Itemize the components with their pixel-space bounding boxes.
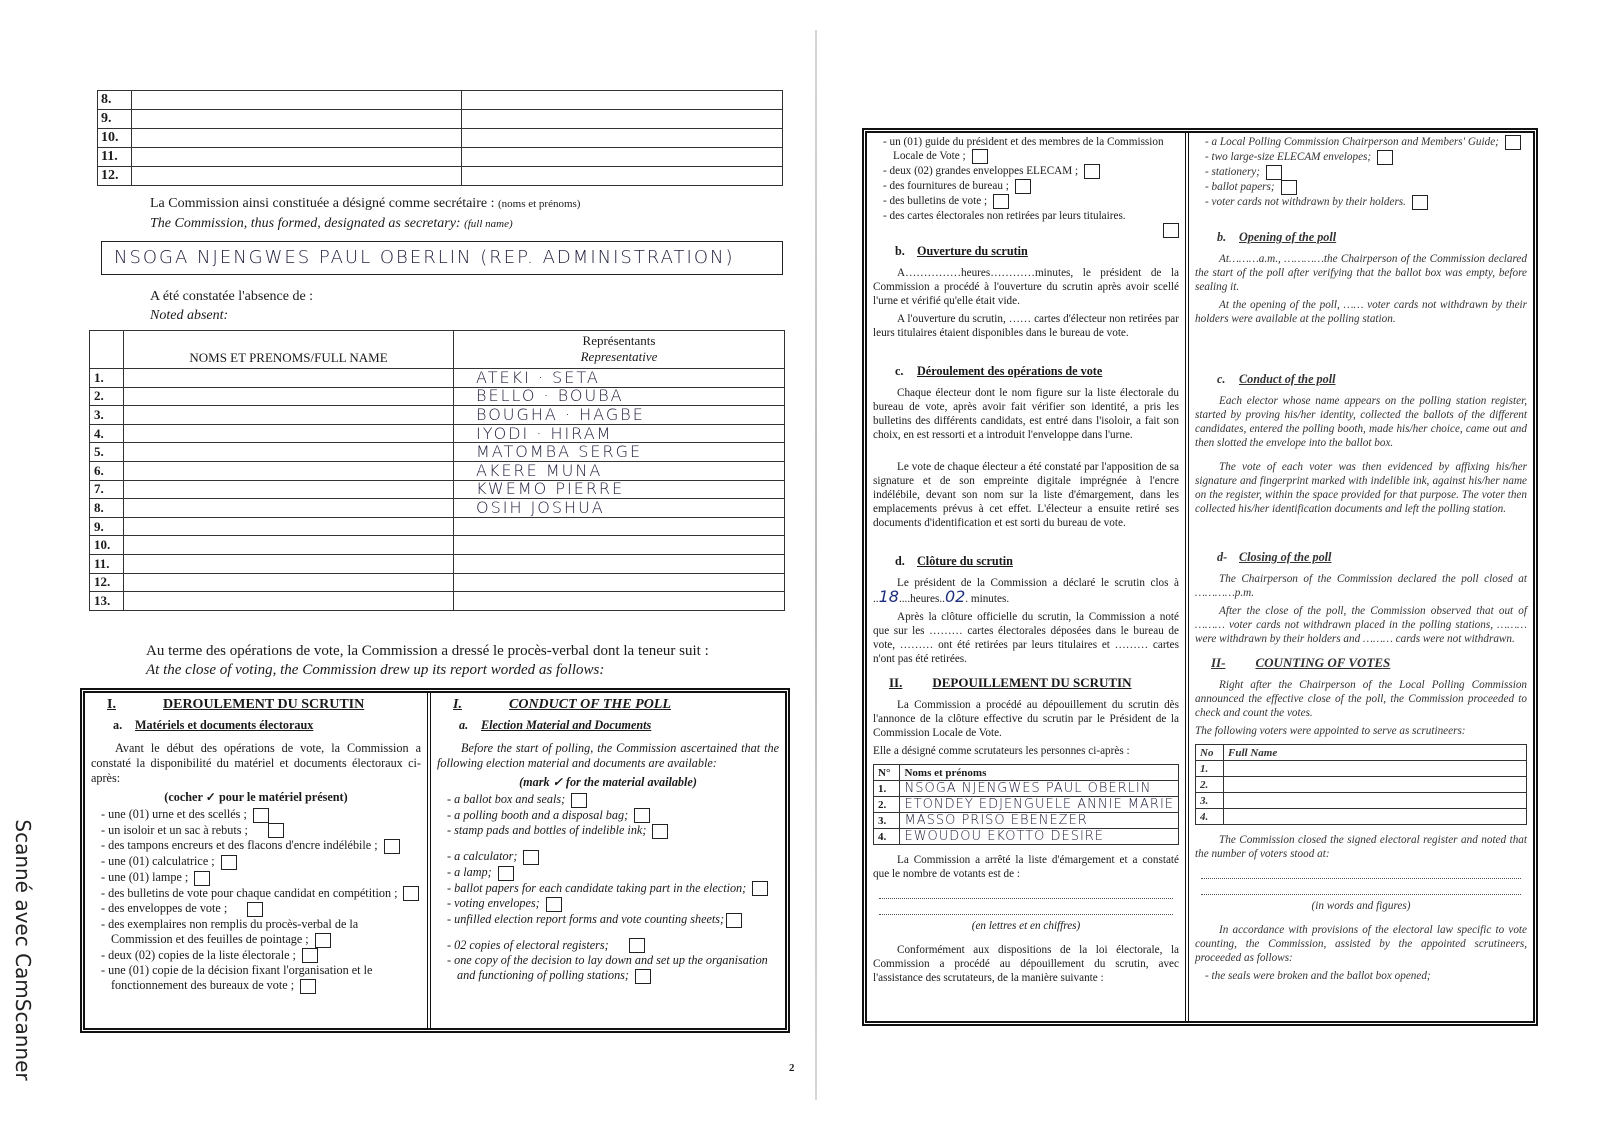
secretary-name-field[interactable]: NSOGA NJENGWES PAUL OBERLIN (REP. ADMINISTRATION) — [101, 241, 783, 275]
checkbox[interactable] — [634, 808, 650, 823]
checkbox[interactable] — [993, 194, 1009, 209]
checklist-item: - one copy of the decision to lay down and set up the organisation and functioning of polling stations; — [447, 953, 768, 983]
english-column: I. CONDUCT OF THE POLL a. Election Material and Documents Before the start of polling, the Commission ascertained that the following election material and documents are available: (mark ✓ for the material available) - a ballot box and seals; - a polling booth and a disposal bag; - stamp pads and bottles of indelible ink; - a calculator; - a lamp; - ballot papers for each candidate taking part in the election; - voting envelopes; - unfilled election report forms and vote counting sheets; - 02 copies of electoral registers; - one copy of the decision to lay down and set up the organisation and functioning of polling stations; — [437, 697, 779, 983]
voters-count-field[interactable] — [879, 885, 1173, 899]
checkbox[interactable] — [635, 969, 651, 984]
checkbox[interactable] — [194, 871, 210, 886]
checkbox[interactable] — [571, 793, 587, 808]
checkbox[interactable] — [752, 881, 768, 896]
table-row: 9. — [98, 110, 783, 129]
subsection-title: d- Closing of the poll — [1217, 550, 1332, 564]
table-row: 2. — [1196, 777, 1527, 793]
table-row: 10. — [98, 129, 783, 148]
checkbox[interactable] — [315, 933, 331, 948]
subsection-title: c. Déroulement des opérations de vote — [895, 364, 1103, 378]
conduct-of-poll-box — [80, 688, 790, 1033]
checkbox[interactable] — [1505, 135, 1521, 150]
closing-hours-field[interactable]: 18 — [878, 587, 899, 606]
scrutineers-table: No Full Name 1. 2. 3. 4. — [1195, 744, 1527, 825]
checkbox[interactable] — [652, 824, 668, 839]
table-row: 8. OSIH JOSHUA — [90, 499, 785, 518]
table-row: 12. — [98, 167, 783, 186]
checkbox[interactable] — [726, 913, 742, 928]
table-row: 4. IYODI · HIRAM — [90, 424, 785, 443]
checklist-item: - des fournitures de bureau ; — [873, 179, 1179, 194]
subsection-title: d. Clôture du scrutin — [895, 554, 1013, 568]
closing-time: Le président de la Commission a déclaré le scrutin clos à ..18....heures..02. minutes. — [873, 577, 1179, 606]
checkbox[interactable] — [1377, 150, 1393, 165]
report-continuation-box — [862, 128, 1538, 1026]
table-row: 3. MASSO PRISO EBENEZER — [874, 813, 1179, 829]
secretary-label: La Commission ainsi constituée a désigné comme secrétaire : (noms et prénoms) The Commission, thus formed, designated as secretary: (full name) — [150, 196, 581, 231]
checkbox[interactable] — [498, 866, 514, 881]
table-row: 1. — [1196, 761, 1527, 777]
checkbox[interactable] — [1015, 179, 1031, 194]
checklist-item: - une (01) urne et des scellés ; — [91, 807, 421, 823]
checkbox[interactable] — [268, 823, 284, 838]
table-row: 4. EWOUDOU EKOTTO DÉSIRÉ — [874, 829, 1179, 845]
voters-count-field[interactable] — [879, 901, 1173, 915]
checklist-item: - des cartes électorales non retirées par leurs titulaires. — [873, 209, 1179, 238]
voters-count-field[interactable] — [1201, 865, 1521, 879]
table-row: 4. — [1196, 809, 1527, 825]
members-table-continued — [97, 90, 783, 186]
checklist-item: - a Local Polling Commission Chairperson and Members' Guide; — [1195, 135, 1527, 150]
checklist-item: - des exemplaires non remplis du procès-verbal de la Commission et des feuilles de pointage ; — [101, 916, 359, 946]
absent-table — [89, 330, 785, 611]
table-row: 9. — [90, 517, 785, 536]
table-row: 8. — [98, 91, 783, 110]
checklist-item: - deux (02) copies de la liste électorale ; — [91, 948, 421, 964]
table-row: 2. BELLO · BOUBA — [90, 387, 785, 406]
voters-count-field[interactable] — [1201, 881, 1521, 895]
checkbox[interactable] — [972, 149, 988, 164]
checkbox[interactable] — [523, 850, 539, 865]
checklist-item: - a ballot box and seals; — [437, 792, 779, 808]
checkbox[interactable] — [403, 886, 419, 901]
checkbox[interactable] — [1266, 165, 1282, 180]
checkbox[interactable] — [1163, 223, 1179, 238]
table-row: 1. ATEKI · SETA — [90, 369, 785, 388]
table-row: 2. ETONDEY EDJENGUELE ANNIE MARIE — [874, 797, 1179, 813]
checklist-item: - ballot papers for each candidate taking part in the election; — [437, 881, 779, 897]
french-column: I. DEROULEMENT DU SCRUTIN a. Matériels et documents électoraux Avant le début des opérations de vote, la Commission a constaté la disponibilité du matériel et documents électoraux ci-après: (cocher ✓ pour le matériel présent) - une (01) urne et des scellés ; - un isoloir et un sac à rebuts ; - des tampons encreurs et des flacons d'encre indélébile ; - une (01) calculatrice ; - une (01) lampe ; - des bulletins de vote pour chaque candidat en compétition ; - des enveloppes de vote ; - des exemplaires non remplis du procès-verbal de la Commission et des feuilles de pointage ; - deux (02) copies de la liste électorale ; - une (01) copie de la décision fixant l'organisation et le fonctionnement des bureaux de vote ; — [85, 693, 431, 1028]
checkbox[interactable] — [1084, 164, 1100, 179]
checkbox[interactable] — [302, 948, 318, 963]
checklist-item: - des tampons encreurs et des flacons d'encre indélébile ; — [91, 838, 421, 854]
table-row: 3. BOUGHA · HAGBE — [90, 406, 785, 425]
table-row: 10. — [90, 536, 785, 555]
checklist-item: - voter cards not withdrawn by their holders. — [1195, 195, 1527, 210]
checkbox[interactable] — [221, 855, 237, 870]
checklist-item: - a polling booth and a disposal bag; — [437, 808, 779, 824]
page-number: 2 — [789, 1062, 795, 1074]
table-row: 5. MATOMBA SERGE — [90, 443, 785, 462]
page-spine — [815, 30, 817, 1100]
checklist-item: - des enveloppes de vote ; — [91, 901, 421, 917]
checkbox[interactable] — [1281, 180, 1297, 195]
checklist-item: - a lamp; — [437, 865, 779, 881]
section-title: II. DEPOUILLEMENT DU SCRUTIN — [889, 675, 1132, 690]
subsection-title: a. Matériels et documents électoraux — [113, 718, 314, 732]
checklist-item: - des bulletins de vote ; — [873, 194, 1179, 209]
english-column: - a Local Polling Commission Chairperson and Members' Guide; - two large-size ELECAM envelopes; - stationery; - ballot papers; - voter cards not withdrawn by their holders. b. Opening of the poll At………a.m., …………the Chairperson of the Commission declared the start of the poll after verifying that the ballot box was empty, before sealing it. At the opening of the poll, …… voter cards not withdrawn by their holders were available at the polling station. c. Conduct of the poll Each elector whose name appears on the polling station register, started by proving his/her identity, collected the ballots of the different candidates, entered the polling booth, made his/her choice, came out and then slotted the envelope into the ballot box. The vote of each voter was then evidenced by affixing his/her signature and fingerprint marked with indelible ink, against his/her name on the register, within the space provided for that purpose. The voter then collected his/her identification documents and left the polling station. d- Closing of the poll The Chairperson of the Commission declared the poll closed at …………p.m. After the close of the poll, the Commission observed that out of ……… voter cards not withdrawn placed in the polling stations, ……… were withdrawn by their holders and ……… cards were not withdrawn. II- COUNTING OF VOTES Right after the Chairperson of the Local Polling Commission announced the effective close of the poll, the Commission proceeded to check and count the votes. The following voters were appointed to serve as scrutineers: No Full Name 1. 2. 3. 4. The Commission closed the signed electoral register and noted that the number of voters stood at: (in words and figures) In accordance with provisions of the electoral law specific to vote counting, the Commission, assisted by the appointed scrutineers, proceeded as follows: - the seals were broken and the ballot box opened; — [1195, 136, 1527, 982]
checklist-item: - une (01) calculatrice ; — [91, 854, 421, 870]
table-row: 1. NSOGA NJENGWES PAUL OBERLIN — [874, 781, 1179, 797]
checklist-item: - two large-size ELECAM envelopes; — [1195, 150, 1527, 165]
subsection-title: a. Election Material and Documents — [459, 718, 652, 732]
absent-label: A été constatée l'absence de : Noted absent: — [150, 289, 314, 323]
checklist-item: - ballot papers; — [1195, 180, 1527, 195]
checklist-item: - stamp pads and bottles of indelible ink; — [437, 823, 779, 839]
checklist-item: - voting envelopes; — [437, 896, 779, 912]
section-title: I. DEROULEMENT DU SCRUTIN — [107, 697, 365, 712]
checklist-item: - des bulletins de vote pour chaque candidat en compétition ; — [91, 886, 421, 902]
checklist-item: - un (01) guide du président et des membres de la Commission Locale de Vote ; — [883, 136, 1164, 163]
checklist-item: - un isoloir et un sac à rebuts ; — [91, 823, 421, 839]
table-row: 6. AKERE MUNA — [90, 461, 785, 480]
section-title: II- COUNTING OF VOTES — [1211, 655, 1391, 670]
table-row: 11. — [90, 554, 785, 573]
table-row: 3. — [1196, 793, 1527, 809]
table-row: 13. — [90, 592, 785, 611]
checkbox[interactable] — [546, 897, 562, 912]
checklist-item: - unfilled election report forms and vote counting sheets; — [437, 912, 779, 928]
checklist-item: - une (01) copie de la décision fixant l'organisation et le fonctionnement des bureaux de vote ; — [101, 963, 373, 993]
checkbox[interactable] — [384, 839, 400, 854]
checklist-item: - stationery; — [1195, 165, 1527, 180]
column-header-name: NOMS ET PRENOMS/FULL NAME — [124, 331, 454, 369]
checkbox[interactable] — [629, 938, 645, 953]
checkbox[interactable] — [253, 808, 269, 823]
subsection-title: b. Opening of the poll — [1217, 230, 1337, 244]
checkbox[interactable] — [300, 979, 316, 994]
section-title: I. CONDUCT OF THE POLL — [453, 697, 671, 712]
checklist-item: - une (01) lampe ; — [91, 870, 421, 886]
scrutineers-table: N° Noms et prénoms 1. NSOGA NJENGWES PAUL OBERLIN 2. ETONDEY EDJENGUELE ANNIE MARIE 3. MASSO PRISO EBENEZER 4. EWOUDOU EKOTTO DÉSIRÉ — [873, 764, 1179, 845]
table-row: 11. — [98, 148, 783, 167]
table-row: 7. KWEMO PIERRE — [90, 480, 785, 499]
checklist-item: - deux (02) grandes enveloppes ELECAM ; — [873, 164, 1179, 179]
checkbox[interactable] — [1412, 195, 1428, 210]
camscanner-watermark: Scanné avec CamScanner — [11, 819, 35, 1081]
subsection-title: b. Ouverture du scrutin — [895, 244, 1028, 258]
subsection-title: c. Conduct of the poll — [1217, 372, 1336, 386]
french-column: - un (01) guide du président et des membres de la Commission Locale de Vote ; - deux (02) grandes enveloppes ELECAM ; - des fournitures de bureau ; - des bulletins de vote ; - des cartes électorales non retirées par leurs titulaires. b. Ouverture du scrutin A……………heures…………minutes, le président de la Commission a procédé à l'ouverture du scrutin après avoir scellé l'urne et vérifié qu'elle était vide. A l'ouverture du scrutin, …… cartes d'électeur non retirées par leurs titulaires étaient disponibles dans le bureau de vote. c. Déroulement des opérations de vote Chaque électeur dont le nom figure sur la liste électorale du bureau de vote, après avoir fait vérifier son identité, a pris les bulletins des différents candidats, est entré dans l'isoloir, a fait son choix, en est ressorti et a introduit l'enveloppe dans l'urne. Le vote de chaque électeur a été constaté par l'apposition de sa signature et de son empreinte digitale imprégnée à l'encre indélébile, devant son nom sur la liste d'émargement, dans les emplacements prévus à cet effet. L'électeur a ensuite retiré ses documents d'identification et est sorti du bureau de vote. d. Clôture du scrutin Le président de la Commission a déclaré le scrutin clos à ..18....heures..02. minutes. Après la clôture officielle du scrutin, la Commission a noté que sur les ……… cartes électorales déposées dans le bureau de vote, ……… ont été retirées par leurs titulaires et ……… cartes n'ont pas été retirées. II. DEPOUILLEMENT DU SCRUTIN La Commission a procédé au dépouillement du scrutin dès l'annonce de la clôture effective du scrutin par le Président de la Commission Locale de Vote. Elle a désigné comme scrutateurs les personnes ci-après : N° Noms et prénoms 1. NSOGA NJENGWES PAUL OBERLIN 2. ETONDEY EDJENGUELE ANNIE MARIE 3. MASSO PRISO EBENEZER 4. EWOUDOU EKOTTO DÉSIRÉ La Commission a arrêté la liste d'émargement et a constaté que le nombre de votants est de : (en lettres et en chiffres) Conformément aux dispositions de la loi électorale, la Commission a procédé au dépouillement du scrutin, avec l'assistance des scrutateurs, de la manière suivante : — [867, 133, 1189, 1021]
checkbox[interactable] — [247, 902, 263, 917]
checklist-item: - 02 copies of electoral registers; — [437, 938, 779, 954]
table-row: 12. — [90, 573, 785, 592]
column-header-representative: Représentants Representative — [454, 331, 785, 369]
checklist-item: - a calculator; — [437, 849, 779, 865]
report-intro: Au terme des opérations de vote, la Commission a dressé le procès-verbal dont la teneur suit : At the close of voting, the Commission drew up its report worded as follows: — [146, 643, 709, 678]
closing-minutes-field[interactable]: 02 — [944, 587, 966, 606]
